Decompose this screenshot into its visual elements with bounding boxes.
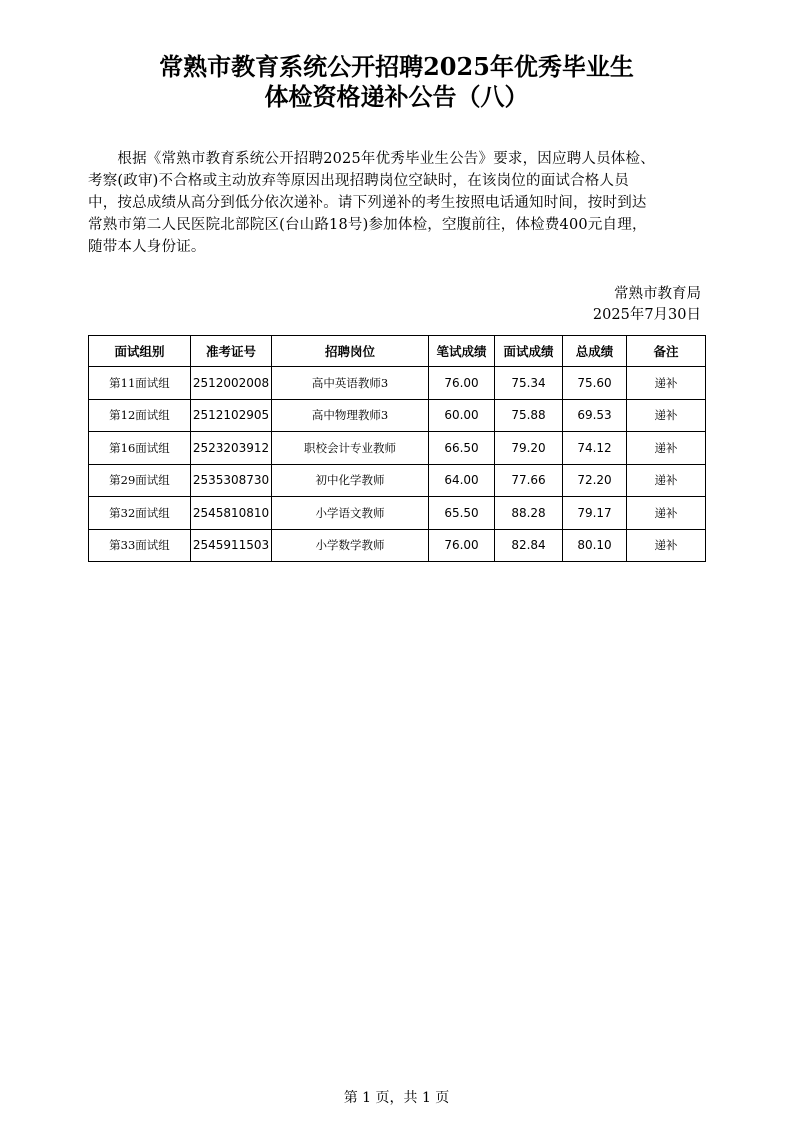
cell-total-score: 69.53 <box>563 399 627 432</box>
cell-position: 高中物理教师3 <box>272 399 429 432</box>
header-total-score: 总成绩 <box>563 336 627 367</box>
table-header-row <box>89 336 706 367</box>
cell-remark: 递补 <box>627 367 706 400</box>
table-row <box>89 399 706 432</box>
cell-remark: 递补 <box>627 529 706 562</box>
table-row <box>89 497 706 530</box>
header-position: 招聘岗位 <box>272 336 429 367</box>
cell-position: 职校会计专业教师 <box>272 432 429 465</box>
table-row <box>89 432 706 465</box>
cell-group: 第11面试组 <box>89 367 191 400</box>
header-group: 面试组别 <box>89 336 191 367</box>
cell-exam-id: 2512102905 <box>191 399 272 432</box>
cell-interview-score: 79.20 <box>495 432 563 465</box>
cell-written-score: 60.00 <box>429 399 495 432</box>
body-line: 常熟市第二人民医院北部院区(台山路18号)参加体检，空腹前往，体检费400元自理， <box>88 217 647 233</box>
cell-exam-id: 2523203912 <box>191 432 272 465</box>
cell-position: 初中化学教师 <box>272 464 429 497</box>
cell-total-score: 80.10 <box>563 529 627 562</box>
cell-total-score: 79.17 <box>563 497 627 530</box>
cell-group: 第29面试组 <box>89 464 191 497</box>
cell-written-score: 76.00 <box>429 367 495 400</box>
cell-remark: 递补 <box>627 464 706 497</box>
cell-remark: 递补 <box>627 432 706 465</box>
body-line: 随带本人身份证。 <box>88 239 206 255</box>
signature-date: 2025年7月30日 <box>592 307 701 323</box>
header-interview-score: 面试成绩 <box>495 336 563 367</box>
cell-group: 第12面试组 <box>89 399 191 432</box>
announcement-body <box>88 148 704 258</box>
cell-position: 小学数学教师 <box>272 529 429 562</box>
header-written-score: 笔试成绩 <box>429 336 495 367</box>
cell-interview-score: 75.88 <box>495 399 563 432</box>
cell-total-score: 75.60 <box>563 367 627 400</box>
document-title-line1: 常熟市教育系统公开招聘2025年优秀毕业生 <box>159 52 634 81</box>
body-line: 中，按总成绩从高分到低分依次递补。请下列递补的考生按照电话通知时间，按时到达 <box>88 195 647 211</box>
cell-total-score: 72.20 <box>563 464 627 497</box>
page-footer: 第 1 页，共 1 页 <box>343 1090 450 1106</box>
table-row <box>89 464 706 497</box>
candidate-table <box>88 335 706 562</box>
header-remark: 备注 <box>627 336 706 367</box>
table-row <box>89 367 706 400</box>
document-title-line2: 体检资格递补公告（八） <box>264 82 529 111</box>
cell-written-score: 66.50 <box>429 432 495 465</box>
cell-exam-id: 2545810810 <box>191 497 272 530</box>
cell-interview-score: 88.28 <box>495 497 563 530</box>
cell-group: 第32面试组 <box>89 497 191 530</box>
cell-remark: 递补 <box>627 399 706 432</box>
cell-exam-id: 2545911503 <box>191 529 272 562</box>
table-row <box>89 529 706 562</box>
cell-group: 第33面试组 <box>89 529 191 562</box>
cell-position: 高中英语教师3 <box>272 367 429 400</box>
cell-written-score: 64.00 <box>429 464 495 497</box>
cell-written-score: 65.50 <box>429 497 495 530</box>
cell-total-score: 74.12 <box>563 432 627 465</box>
signature-org: 常熟市教育局 <box>614 286 701 302</box>
body-line: 考察(政审)不合格或主动放弃等原因出现招聘岗位空缺时，在该岗位的面试合格人员 <box>88 173 629 189</box>
header-exam-id: 准考证号 <box>191 336 272 367</box>
cell-position: 小学语文教师 <box>272 497 429 530</box>
body-line: 根据《常熟市教育系统公开招聘2025年优秀毕业生公告》要求，因应聘人员体检、 <box>88 151 655 167</box>
cell-remark: 递补 <box>627 497 706 530</box>
cell-group: 第16面试组 <box>89 432 191 465</box>
cell-interview-score: 82.84 <box>495 529 563 562</box>
cell-written-score: 76.00 <box>429 529 495 562</box>
cell-interview-score: 75.34 <box>495 367 563 400</box>
cell-exam-id: 2512002008 <box>191 367 272 400</box>
cell-interview-score: 77.66 <box>495 464 563 497</box>
cell-exam-id: 2535308730 <box>191 464 272 497</box>
